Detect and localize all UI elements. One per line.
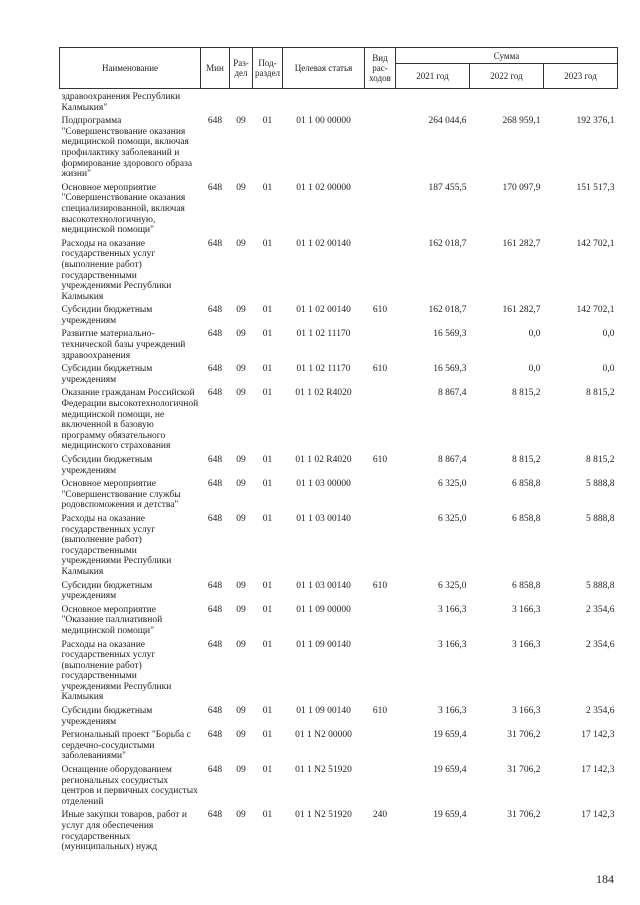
table-row — [60, 762, 618, 807]
cell-name: Основное мероприятие "Оказание паллиативной медицинской помощи" — [61, 604, 163, 636]
header-year-2022: 2022 год — [470, 64, 544, 89]
cell-sum-2022: 8 815,2 — [512, 455, 541, 465]
table-row — [60, 703, 618, 727]
cell-sum-2022: 3 166,3 — [512, 604, 541, 615]
cell-subsection — [253, 89, 283, 114]
cell-subsection: 01 — [262, 604, 273, 615]
cell-sum-2023: 151 517,3 — [576, 182, 615, 193]
cell-sum-2021: 16 569,3 — [433, 329, 467, 340]
page-number: 184 — [596, 872, 614, 886]
cell-article: 01 1 02 R4020 — [295, 455, 352, 465]
cell-expense-type — [365, 385, 396, 452]
cell-section: 09 — [236, 305, 246, 316]
cell-section: 09 — [236, 455, 246, 465]
cell-sum-2022: 268 959,1 — [502, 116, 541, 127]
cell-sum-2022: 31 706,2 — [507, 810, 541, 821]
cell-sum-2022: 161 282,7 — [502, 238, 541, 249]
cell-sum-2022: 3 166,3 — [512, 706, 541, 717]
cell-name: Субсидии бюджетным учреждениям — [61, 364, 153, 385]
cell-sum-2023: 8 815,2 — [586, 455, 615, 465]
cell-subsection: 01 — [262, 479, 273, 490]
cell-expense-type: 610 — [372, 580, 388, 591]
table-row — [60, 476, 618, 511]
header-expense-type: Вид рас-ходов — [365, 48, 396, 89]
cell-sum-2022: 0,0 — [528, 329, 541, 340]
cell-article — [283, 89, 365, 114]
cell-subsection: 01 — [262, 580, 273, 591]
cell-sum-2023: 17 142,3 — [581, 810, 615, 821]
cell-sum-2023: 5 888,8 — [586, 580, 615, 591]
cell-article: 01 1 N2 51920 — [295, 810, 352, 821]
cell-sum-2021: 162 018,7 — [428, 238, 467, 249]
cell-sum-2023: 2 354,6 — [586, 706, 615, 717]
cell-name: Оснащение оборудованием региональных сосудистых центров и первичных сосудистых отделений — [61, 765, 198, 807]
cell-section: 09 — [236, 765, 246, 776]
cell-sum-2023 — [544, 89, 618, 114]
cell-subsection: 01 — [262, 765, 273, 776]
cell-expense-type: 240 — [372, 810, 388, 821]
table-row — [60, 180, 618, 236]
cell-subsection: 01 — [262, 639, 273, 650]
header-subsection: Под-раздел — [253, 48, 283, 89]
cell-name: Субсидии бюджетным учреждениям — [61, 580, 153, 602]
cell-article: 01 1 02 11170 — [296, 364, 351, 375]
table-row — [60, 302, 618, 326]
cell-expense-type — [365, 602, 396, 637]
cell-sum-2022: 31 706,2 — [507, 730, 541, 741]
cell-name: Основное мероприятие "Совершенствование оказания специализированной, включая высокотехнологичную, медицинской помощи" — [61, 182, 186, 236]
cell-min: 648 — [207, 182, 223, 193]
table-row — [60, 807, 618, 852]
cell-article: 01 1 N2 51920 — [295, 765, 352, 776]
cell-section: 09 — [236, 388, 246, 399]
header-article: Целевая статья — [283, 48, 365, 89]
cell-min: 648 — [207, 116, 223, 127]
cell-min — [201, 89, 230, 114]
cell-sum-2023: 142 702,1 — [576, 238, 615, 249]
cell-section: 09 — [236, 580, 246, 591]
cell-subsection: 01 — [262, 329, 273, 340]
cell-sum-2023: 8 815,2 — [586, 388, 615, 399]
cell-min: 648 — [207, 329, 223, 340]
cell-min: 648 — [207, 810, 223, 821]
cell-sum-2022: 6 858,8 — [512, 513, 541, 524]
cell-min: 648 — [207, 604, 223, 615]
cell-sum-2021: 8 867,4 — [438, 455, 467, 465]
table-row — [60, 236, 618, 303]
cell-section: 09 — [236, 182, 246, 193]
table-body — [60, 89, 618, 853]
cell-min: 648 — [207, 765, 223, 776]
cell-name: Субсидии бюджетным учреждениям — [61, 455, 153, 476]
header-sum: Сумма — [396, 48, 618, 64]
cell-article: 01 1 02 00000 — [296, 182, 351, 193]
cell-sum-2023: 0,0 — [602, 364, 615, 375]
cell-expense-type — [365, 476, 396, 511]
cell-article: 01 1 02 11170 — [296, 329, 351, 340]
cell-section — [230, 89, 253, 114]
cell-section: 09 — [236, 730, 246, 741]
cell-sum-2021: 8 867,4 — [438, 388, 467, 399]
cell-sum-2021: 19 659,4 — [433, 765, 467, 776]
table-header — [60, 48, 618, 89]
cell-name: Региональный проект "Борьба с сердечно-сосудистыми заболеваниями" — [61, 730, 191, 762]
cell-expense-type — [365, 113, 396, 180]
header-name: Наименование — [60, 48, 201, 89]
cell-sum-2022: 0,0 — [528, 364, 541, 375]
cell-sum-2022: 170 097,9 — [502, 182, 541, 193]
cell-sum-2023: 5 888,8 — [586, 513, 615, 524]
cell-name: Развитие материально-технической базы учреждений здравоохранения — [61, 329, 186, 361]
cell-subsection: 01 — [262, 305, 273, 316]
cell-sum-2021: 6 325,0 — [438, 479, 467, 490]
cell-subsection: 01 — [262, 182, 273, 193]
cell-sum-2022: 6 858,8 — [512, 580, 541, 591]
cell-sum-2023: 17 142,3 — [581, 765, 615, 776]
cell-subsection: 01 — [262, 238, 273, 249]
table-row — [60, 89, 618, 114]
cell-min: 648 — [207, 364, 223, 375]
cell-sum-2022: 31 706,2 — [507, 765, 541, 776]
cell-sum-2023: 2 354,6 — [586, 604, 615, 615]
cell-sum-2021: 3 166,3 — [438, 639, 467, 650]
cell-min: 648 — [207, 455, 223, 465]
table-row — [60, 326, 618, 361]
cell-subsection: 01 — [262, 388, 273, 399]
cell-sum-2022: 6 858,8 — [512, 479, 541, 490]
cell-article: 01 1 03 00140 — [296, 513, 351, 524]
cell-sum-2021 — [396, 89, 470, 114]
cell-sum-2023: 5 888,8 — [586, 479, 615, 490]
cell-article: 01 1 02 R4020 — [295, 388, 352, 399]
cell-section: 09 — [236, 513, 246, 524]
cell-subsection: 01 — [262, 455, 273, 465]
cell-article: 01 1 09 00140 — [296, 639, 351, 650]
cell-name: Иные закупки товаров, работ и услуг для обеспечения государственных (муниципальных) нужд — [61, 810, 187, 853]
cell-name: Расходы на оказание государственных услуг (выполнение работ) государственными учреждениями Республики Калмыкия — [61, 238, 172, 302]
table-row — [60, 578, 618, 602]
cell-name: Расходы на оказание государственных услуг (выполнение работ) государственными учреждениями Республики Калмыкия — [61, 639, 172, 703]
cell-name: Субсидии бюджетным учреждениям — [61, 706, 153, 727]
cell-sum-2022: 3 166,3 — [512, 639, 541, 650]
cell-expense-type: 610 — [372, 364, 388, 375]
cell-article: 01 1 02 00140 — [296, 238, 351, 249]
cell-section: 09 — [236, 329, 246, 340]
table-row — [60, 727, 618, 762]
cell-min: 648 — [207, 388, 223, 399]
cell-expense-type: 610 — [372, 455, 388, 465]
cell-min: 648 — [207, 730, 223, 741]
cell-expense-type — [365, 326, 396, 361]
table-row — [60, 602, 618, 637]
table-row — [60, 511, 618, 578]
cell-sum-2023: 2 354,6 — [586, 639, 615, 650]
table-row — [60, 113, 618, 180]
cell-article: 01 1 03 00140 — [296, 580, 351, 591]
cell-name: Подпрограмма "Совершенствование оказания медицинской помощи, включая профилактику заболеваний и формирование здорового образа жизни" — [61, 116, 193, 180]
cell-article: 01 1 00 00000 — [296, 116, 351, 127]
cell-expense-type — [365, 89, 396, 114]
cell-name: Основное мероприятие "Совершенствование службы родовспоможения и детства" — [61, 479, 181, 511]
cell-sum-2022: 161 282,7 — [502, 305, 541, 316]
table-row — [60, 385, 618, 452]
cell-subsection: 01 — [262, 513, 273, 524]
cell-name: Субсидии бюджетным учреждениям — [61, 305, 153, 326]
cell-article: 01 1 02 00140 — [296, 305, 351, 316]
cell-section: 09 — [236, 238, 246, 249]
cell-min: 648 — [207, 706, 223, 717]
cell-article: 01 1 N2 00000 — [295, 730, 352, 741]
cell-subsection: 01 — [262, 364, 273, 375]
cell-min: 648 — [207, 513, 223, 524]
cell-name: Оказание гражданам Российской Федерации высокотехнологичной медицинской помощи, не включенной в базовую программу обязательного медицинского страхования — [61, 388, 199, 452]
cell-sum-2022: 8 815,2 — [512, 388, 541, 399]
cell-min: 648 — [207, 639, 223, 650]
header-year-2021: 2021 год — [396, 64, 470, 89]
cell-article: 01 1 09 00140 — [296, 706, 351, 717]
cell-sum-2021: 187 455,5 — [428, 182, 467, 193]
cell-expense-type — [365, 637, 396, 704]
cell-sum-2021: 19 659,4 — [433, 810, 467, 821]
cell-subsection: 01 — [262, 706, 273, 717]
cell-section: 09 — [236, 604, 246, 615]
cell-section: 09 — [236, 706, 246, 717]
cell-name: Расходы на оказание государственных услуг (выполнение работ) государственными учреждениями Республики Калмыкия — [61, 513, 172, 577]
cell-sum-2021: 3 166,3 — [438, 604, 467, 615]
cell-min: 648 — [207, 238, 223, 249]
cell-sum-2021: 6 325,0 — [438, 513, 467, 524]
cell-sum-2023: 17 142,3 — [581, 730, 615, 741]
cell-sum-2021: 16 569,3 — [433, 364, 467, 375]
cell-min: 648 — [207, 580, 223, 591]
cell-expense-type — [365, 180, 396, 236]
cell-subsection: 01 — [262, 116, 273, 127]
cell-min: 648 — [207, 305, 223, 316]
cell-expense-type — [365, 236, 396, 303]
header-min: Мин — [201, 48, 230, 89]
cell-sum-2023: 192 376,1 — [576, 116, 615, 127]
cell-name: здравоохранения Республики Калмыкия" — [61, 92, 181, 113]
cell-expense-type — [365, 511, 396, 578]
cell-section: 09 — [236, 364, 246, 375]
cell-section: 09 — [236, 810, 246, 821]
cell-article: 01 1 03 00000 — [296, 479, 351, 490]
cell-sum-2023: 0,0 — [602, 329, 615, 340]
cell-article: 01 1 09 00000 — [296, 604, 351, 615]
cell-min: 648 — [207, 479, 223, 490]
cell-section: 09 — [236, 479, 246, 490]
cell-sum-2021: 162 018,7 — [428, 305, 467, 316]
cell-section: 09 — [236, 116, 246, 127]
cell-expense-type: 610 — [372, 305, 388, 316]
cell-sum-2021: 19 659,4 — [433, 730, 467, 741]
cell-section: 09 — [236, 639, 246, 650]
cell-subsection: 01 — [262, 810, 273, 821]
cell-expense-type — [365, 762, 396, 807]
cell-expense-type: 610 — [372, 706, 388, 717]
header-section: Раз-дел — [230, 48, 253, 89]
cell-sum-2023: 142 702,1 — [576, 305, 615, 316]
cell-subsection: 01 — [262, 730, 273, 741]
table-row — [60, 637, 618, 704]
header-year-2023: 2023 год — [544, 64, 618, 89]
cell-sum-2021: 3 166,3 — [438, 706, 467, 717]
budget-table — [59, 47, 618, 853]
table-row — [60, 361, 618, 385]
table-row — [60, 452, 618, 476]
cell-sum-2022 — [470, 89, 544, 114]
cell-sum-2021: 6 325,0 — [438, 580, 467, 591]
cell-expense-type — [365, 727, 396, 762]
cell-sum-2021: 264 044,6 — [428, 116, 467, 127]
